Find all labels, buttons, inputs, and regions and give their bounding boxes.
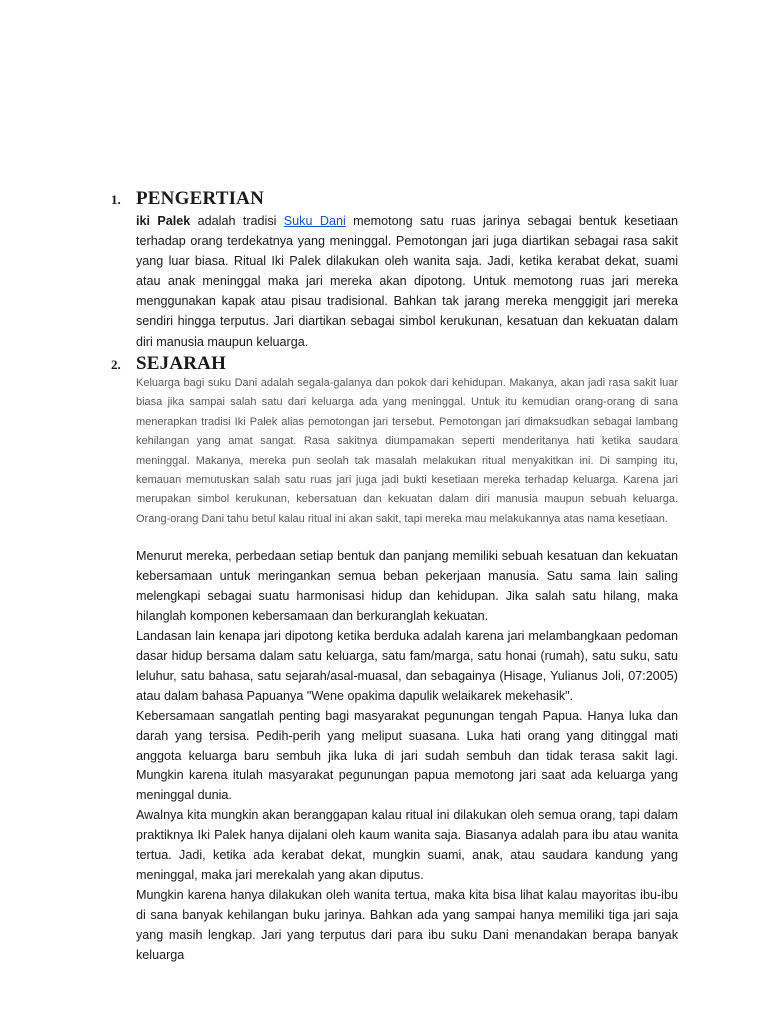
body-paragraph: Menurut mereka, perbedaan setiap bentuk dan panjang memiliki sebuah kesatuan dan kekuatan kebersamaan untuk meringankan semua beban pekerjaan manusia. Satu sama lain saling melengkapi sebagai suatu harmonisasi hidup dan kehidupan. Jika salah satu hilang, maka hilanglah komponen kebersamaan dan berkuranglah kekuatan. bbox=[136, 549, 678, 623]
body-paragraph: Landasan lain kenapa jari dipotong ketika berduka adalah karena jari melambangkaan pedoman dasar hidup bersama dalam satu keluarga, satu fam/marga, satu honai (rumah), satu suku, satu leluhur, satu bahasa, satu sejarah/asal-muasal, dan sebagainya (Hisage, Yulianus Joli, 07:2005) atau dalam bahasa Papuanya "Wene opakima dapulik welaikarek mekehasik". bbox=[136, 628, 678, 703]
body-paragraph: Awalnya kita mungkin akan beranggapan kalau ritual ini dilakukan oleh semua orang, tapi dalam praktiknya Iki Palek hanya dijalani oleh kaum wanita saja. Biasanya adalah para ibu atau wanita tertua. Jadi, ketika ada kerabat dekat, mungkin suami, anak, atau saudara kandung yang meninggal, maka jari merekalah yang akan diputus. bbox=[136, 808, 678, 883]
section-heading-pengertian bbox=[111, 188, 264, 210]
sejarah-body bbox=[136, 547, 678, 966]
suku-dani-link[interactable]: Suku Dani bbox=[283, 214, 346, 228]
section-title: SEJARAH bbox=[136, 353, 227, 374]
sejarah-quote-paragraph: Keluarga bagi suku Dani adalah segala-galanya dan pokok dari kehidupan. Makanya, akan jadi rasa sakit luar biasa jika sampai salah satu dari keluarga ada yang meninggal. Untuk itu kemudian orang-orang di sana menerapkan tradisi Iki Palek alias pemotongan jari tersebut. Pemotongan jari dimaksudkan sebagai lambang kehilangan yang amat sangat. Rasa sakitnya diumpamakan seperti menderitanya hati ketika saudara meninggal. Makanya, mereka pun seolah tak masalah melakukan ritual menyakitkan ini. Di samping itu, kemauan memutuskan salah satu ruas jari juga jadi bukti kesetiaan mereka terhadap keluarga. Karena jari merupakan simbol kerukunan, kebersatuan dan kekuatan dalam diri manusia maupun sebuah keluarga. Orang-orang Dani tahu betul kalau ritual ini akan sakit, tapi mereka mau melakukannya atas nama kesetiaan. bbox=[136, 377, 678, 525]
section-number: 1. bbox=[111, 192, 121, 207]
pengertian-paragraph bbox=[136, 211, 678, 352]
section-title: PENGERTIAN bbox=[136, 188, 265, 209]
section-heading-sejarah bbox=[111, 353, 226, 375]
text-after-link: memotong satu ruas jarinya sebagai bentuk kesetiaan terhadap orang terdekatnya yang meninggal. Pemotongan jari juga diartikan sebagai rasa sakit yang luar biasa. Ritual Iki Palek dilakukan oleh wanita saja. Jadi, ketika kerabat dekat, suami atau anak meninggal maka jari mereka akan dipotong. Untuk memotong ruas jari mereka menggunakan kapak atau pisau tradisional. Bahkan tak jarang mereka menggigit jari mereka sendiri hingga terputus. Jari diartikan sebagai simbol kerukunan, kesatuan dan kekuatan dalam diri manusia maupun keluarga. bbox=[136, 214, 678, 349]
body-paragraph: Mungkin karena hanya dilakukan oleh wanita tertua, maka kita bisa lihat kalau mayoritas ibu-ibu di sana banyak kehilangan buku jarinya. Bahkan ada yang sampai hanya memiliki tiga jari saja yang masih lengkap. Jari yang terputus dari para ibu suku Dani menandakan berapa banyak keluarga bbox=[136, 888, 678, 963]
text-before-link: adalah tradisi bbox=[190, 214, 284, 228]
body-paragraph: Kebersamaan sangatlah penting bagi masyarakat pegunungan tengah Papua. Hanya luka dan darah yang tersisa. Pedih-perih yang meliput suasana. Luka hati orang yang ditinggal mati anggota keluarga baru sembuh jika luka di jari sudah sembuh dan tidak terasa sakit lagi. Mungkin karena itulah masyarakat pegunungan papua memotong jari saat ada keluarga yang meninggal dunia. bbox=[136, 708, 678, 803]
lead-term: iki Palek bbox=[136, 214, 191, 228]
section-number: 2. bbox=[111, 357, 121, 372]
